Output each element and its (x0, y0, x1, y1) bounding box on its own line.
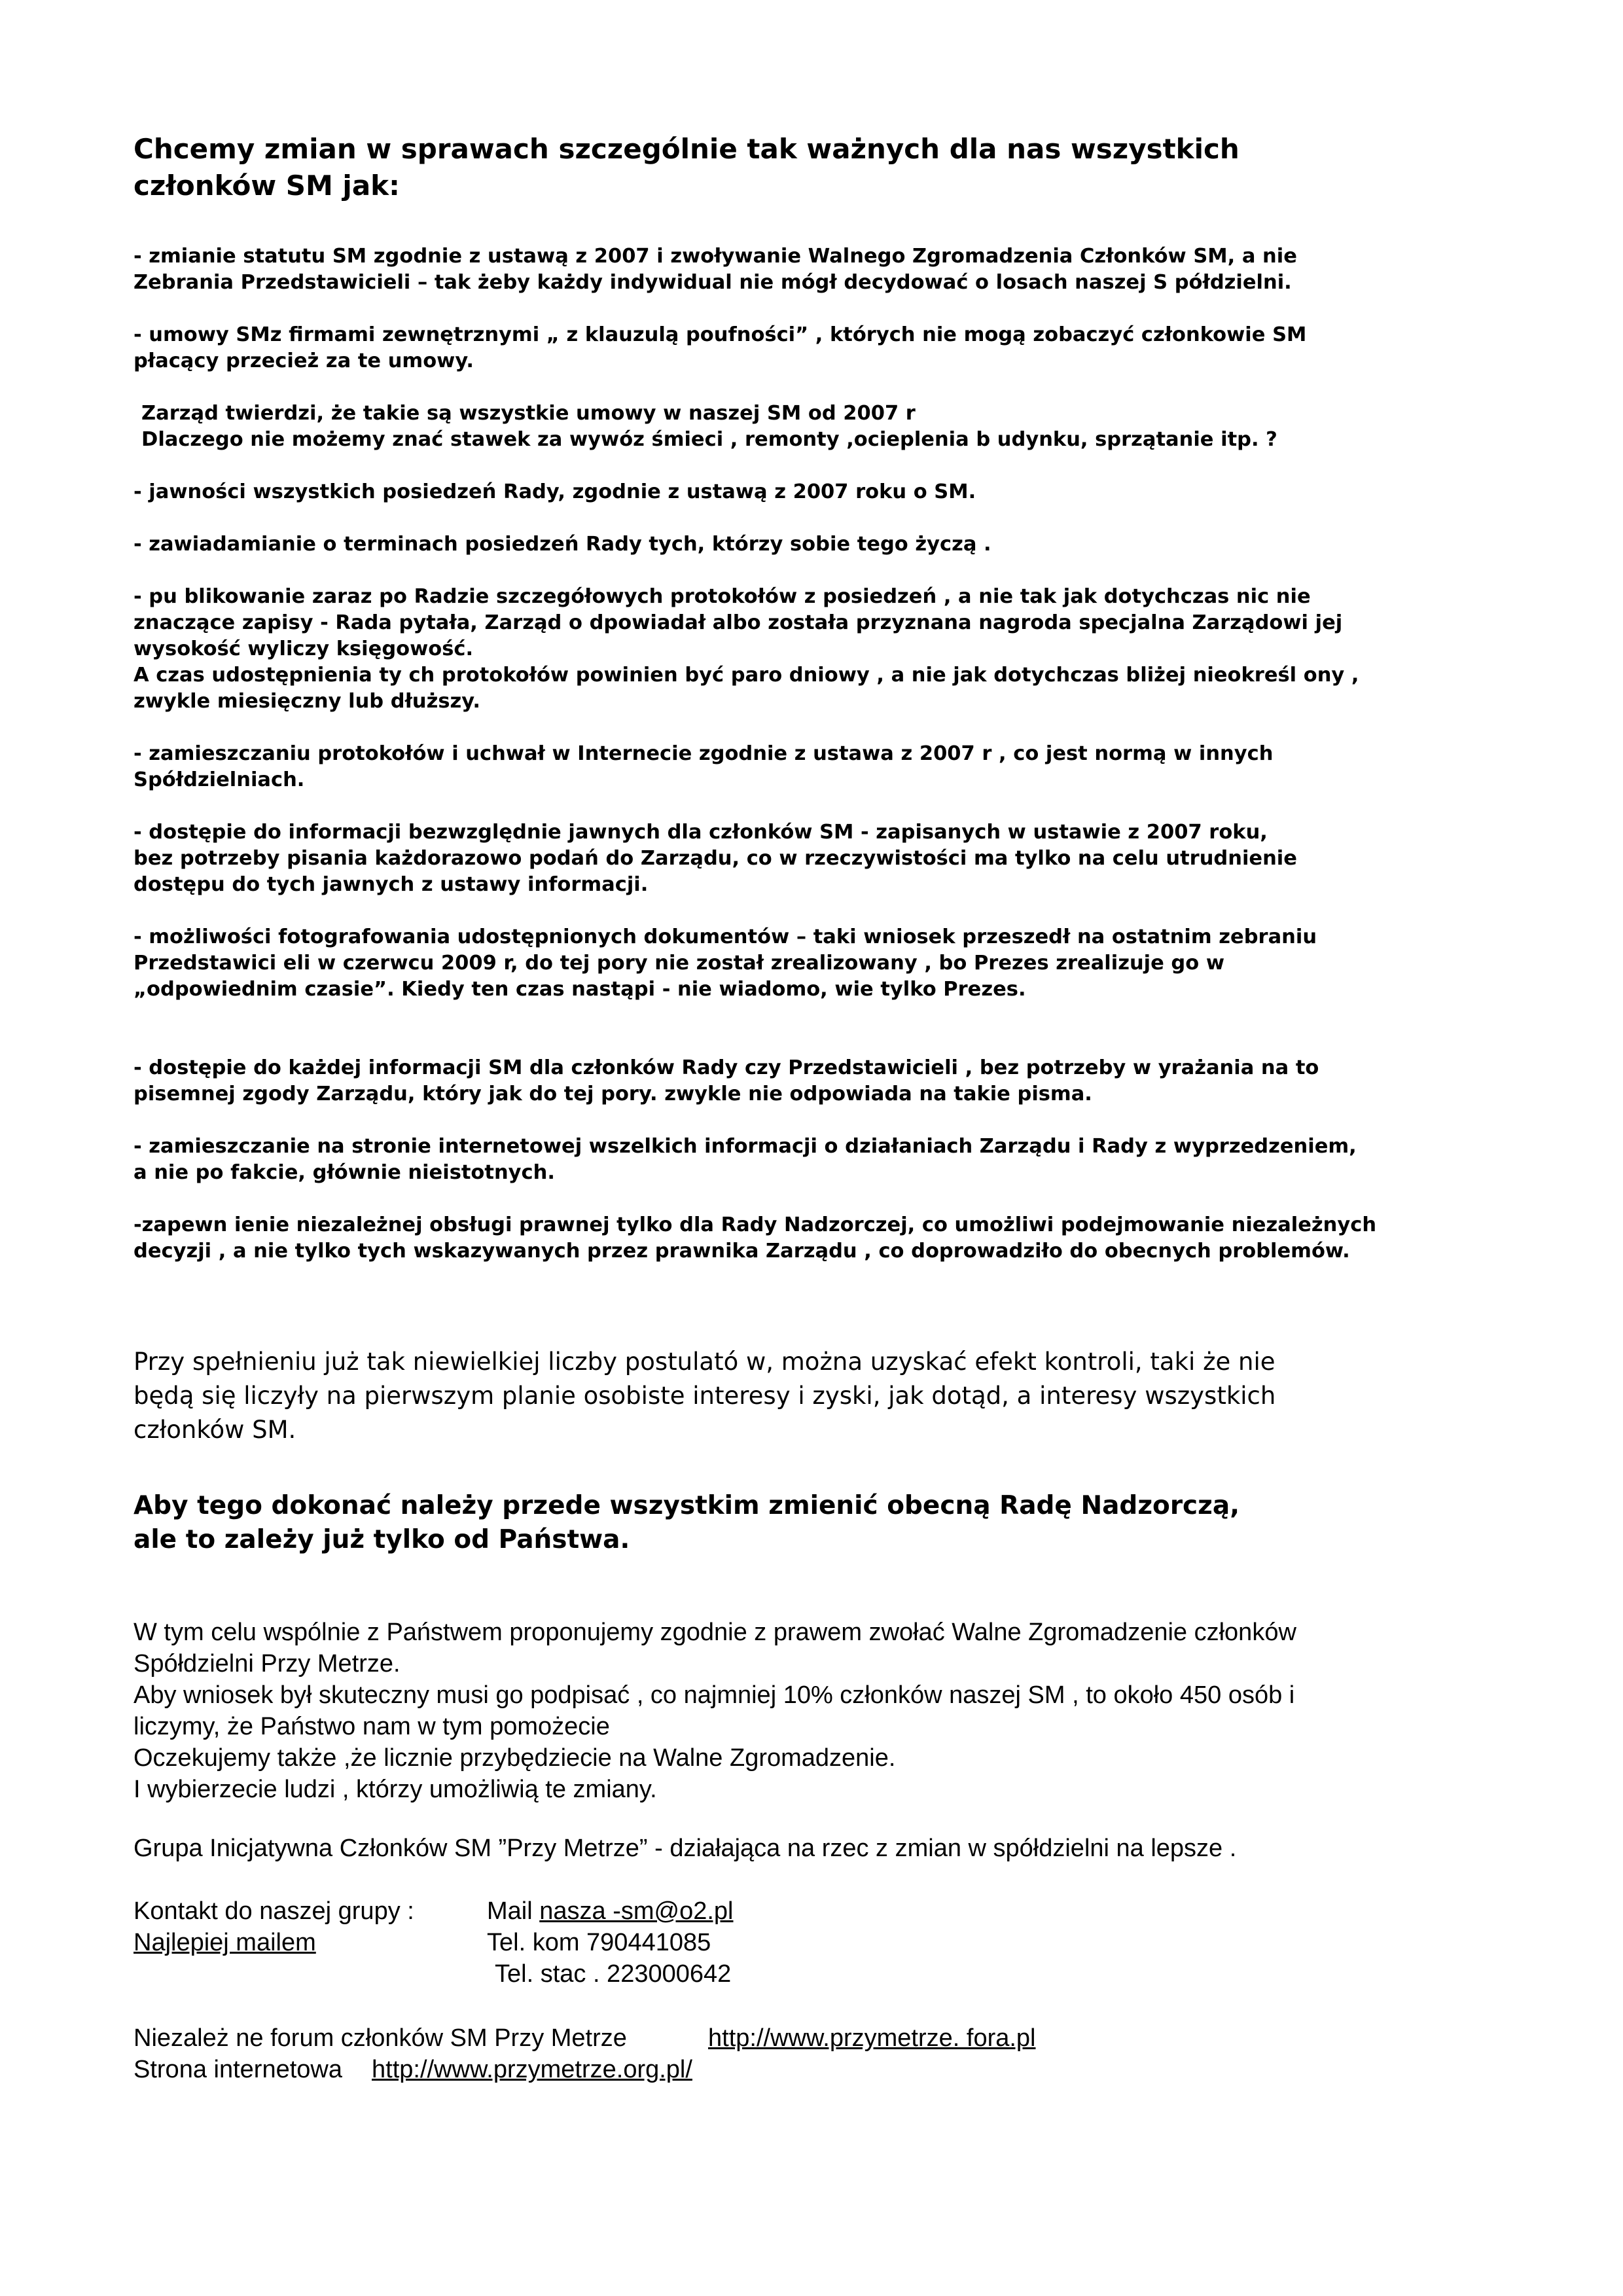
postulate-line: znaczące zapisy - Rada pytała, Zarząd o dpowiadał albo została przyznana nagroda specjalna Zarządowi jej (134, 611, 1343, 634)
appeal-paragraph (134, 1617, 1495, 1805)
postulate-line: płacący przecież za te umowy. (134, 350, 474, 372)
postulate-information-access (134, 819, 1495, 898)
postulate-meeting-notice (134, 531, 1495, 558)
postulate-line: wysokość wyliczy księgowość. (134, 637, 474, 660)
postulate-line: Spółdzielniach. (134, 768, 305, 791)
postulate-line: - zmianie statutu SM zgodnie z ustawą z 2007 i zwoływanie Walnego Zgromadzenia Członków SM, a nie (134, 245, 1297, 268)
postulate-line: - jawności wszystkich posiedzeń Rady, zgodnie z ustawą z 2007 roku o SM. (134, 480, 976, 503)
postulate-line: „odpowiednim czasie”. Kiedy ten czas nastąpi - nie wiadomo, wie tylko Prezes. (134, 978, 1026, 1001)
postulate-line: - zawiadamianie o terminach posiedzeń Rady tych, którzy sobie tego życzą . (134, 533, 991, 556)
postulate-photography (134, 924, 1495, 1003)
summary-line: będą się liczyły na pierwszym planie osobiste interesy i zyski, jak dotąd, a interesy wszystkich (134, 1382, 1276, 1410)
postulate-line: a nie po fakcie, głównie nieistotnych. (134, 1161, 555, 1184)
postulate-line: - zamieszczanie na stronie internetowej wszelkich informacji o działaniach Zarządu i Rady z wyprzedzeniem, (134, 1135, 1357, 1158)
postulate-council-access (134, 1055, 1495, 1107)
group-signature: Grupa Inicjatywna Członków SM ”Przy Metrze” - działająca na rzec z zmian w spółdzielni na lepsze . (134, 1835, 1237, 1862)
postulate-line: - możliwości fotografowania udostępnionych dokumentów – taki wniosek przeszedł na ostatnim zebraniu (134, 925, 1317, 948)
postulate-protocols (134, 584, 1495, 715)
postulate-line: decyzji , a nie tylko tych wskazywanych przez prawnika Zarządu , co doprowadziło do obecnych problemów. (134, 1240, 1350, 1263)
summary-paragraph (134, 1345, 1495, 1447)
postulate-line: - pu blikowanie zaraz po Radzie szczegółowych protokołów z posiedzeń , a nie tak jak dotychczas nic nie (134, 585, 1311, 608)
postulate-line: Przedstawici eli w czerwcu 2009 r, do tej pory nie został zrealizowany , bo Prezes zrealizuje go w (134, 952, 1225, 975)
postulate-contracts (134, 322, 1495, 374)
forum-link[interactable]: http://www.przymetrze. fora.pl (708, 2024, 1036, 2052)
preferred-contact-note: Najlepiej mailem (134, 1929, 316, 1956)
postulate-internet (134, 741, 1495, 793)
contact-label: Kontakt do naszej grupy : (134, 1897, 414, 1925)
postulate-line: - umowy SMz firmami zewnętrznymi „ z klauzulą poufności” , których nie mogą zobaczyć członkowie SM (134, 323, 1307, 346)
mobile-phone: Tel. kom 790441085 (487, 1929, 711, 1956)
call-to-action (134, 1489, 1495, 1557)
postulate-line: -zapewn ienie niezależnej obsługi prawnej tylko dla Rady Nadzorczej, co umożliwi podejmowanie niezależnych (134, 1213, 1377, 1236)
email-link[interactable]: nasza -sm@o2.pl (539, 1897, 734, 1925)
postulate-line: - dostępie do każdej informacji SM dla członków Rady czy Przedstawicieli , bez potrzeby w yrażania na to (134, 1056, 1319, 1079)
appeal-line: Spółdzielni Przy Metrze. (134, 1650, 401, 1677)
summary-line: członków SM. (134, 1416, 296, 1444)
heading-line-2: członków SM jak: (134, 170, 400, 202)
cta-line: Aby tego dokonać należy przede wszystkim zmienić obecną Radę Nadzorczą, (134, 1491, 1240, 1520)
heading-line-1: Chcemy zmian w sprawach szczególnie tak ważnych dla nas wszystkich (134, 133, 1240, 165)
mail-row (487, 1895, 734, 1927)
summary-line: Przy spełnieniu już tak niewielkiej liczby postulató w, można uzyskać efekt kontroli, taki że nie (134, 1348, 1275, 1376)
postulate-statute (134, 243, 1495, 296)
appeal-line: Aby wniosek był skuteczny musi go podpisać , co najmniej 10% członków naszej SM , to około 450 osób i (134, 1681, 1295, 1709)
landline-phone: Tel. stac . 223000642 (495, 1960, 732, 1988)
postulate-board-claim (134, 401, 1495, 453)
mail-label: Mail (487, 1897, 533, 1925)
appeal-line: Oczekujemy także ,że licznie przybędziecie na Walne Zgromadzenie. (134, 1744, 896, 1772)
postulate-line: Dlaczego nie możemy znać stawek za wywóz śmieci , remonty ,ocieplenia b udynku, sprzątanie itp. ? (141, 428, 1277, 451)
postulate-website (134, 1134, 1495, 1186)
postulates-list (134, 243, 1495, 1265)
document-heading (134, 131, 1442, 204)
appeal-line: W tym celu wspólnie z Państwem proponujemy zgodnie z prawem zwołać Walne Zgromadzenie członków (134, 1619, 1296, 1646)
appeal-line: I wybierzecie ludzi , którzy umożliwią te zmiany. (134, 1776, 657, 1803)
postulate-open-meetings (134, 479, 1495, 505)
postulate-line: - dostępie do informacji bezwzględnie jawnych dla członków SM - zapisanych w ustawie z 2007 roku, (134, 821, 1268, 844)
postulate-line: A czas udostępnienia ty ch protokołów powinien być paro dniowy , a nie jak dotychczas bliżej nieokreśl ony , (134, 664, 1359, 687)
website-link[interactable]: http://www.przymetrze.org.pl/ (372, 2056, 692, 2083)
cta-line: ale to zależy już tylko od Państwa. (134, 1525, 630, 1554)
forum-label: Niezależ ne forum członków SM Przy Metrze (134, 2024, 627, 2052)
postulate-line: Zebrania Przedstawicieli – tak żeby każdy indywidual nie mógł decydować o losach naszej S półdzielni. (134, 271, 1292, 294)
postulate-line: - zamieszczaniu protokołów i uchwał w Internecie zgodnie z ustawa z 2007 r , co jest normą w innych (134, 742, 1274, 765)
appeal-line: liczymy, że Państwo nam w tym pomożecie (134, 1713, 610, 1740)
postulate-line: pisemnej zgody Zarządu, który jak do tej pory. zwykle nie odpowiada na takie pisma. (134, 1083, 1092, 1105)
postulate-line: bez potrzeby pisania każdorazowo podań do Zarządu, co w rzeczywistości ma tylko na celu utrudnienie (134, 847, 1297, 870)
postulate-line: zwykle miesięczny lub dłuższy. (134, 690, 480, 713)
website-label: Strona internetowa (134, 2056, 342, 2083)
postulate-line: dostępu do tych jawnych z ustawy informacji. (134, 873, 649, 896)
postulate-legal-service (134, 1212, 1495, 1265)
postulate-line: Zarząd twierdzi, że takie są wszystkie umowy w naszej SM od 2007 r (141, 402, 916, 425)
